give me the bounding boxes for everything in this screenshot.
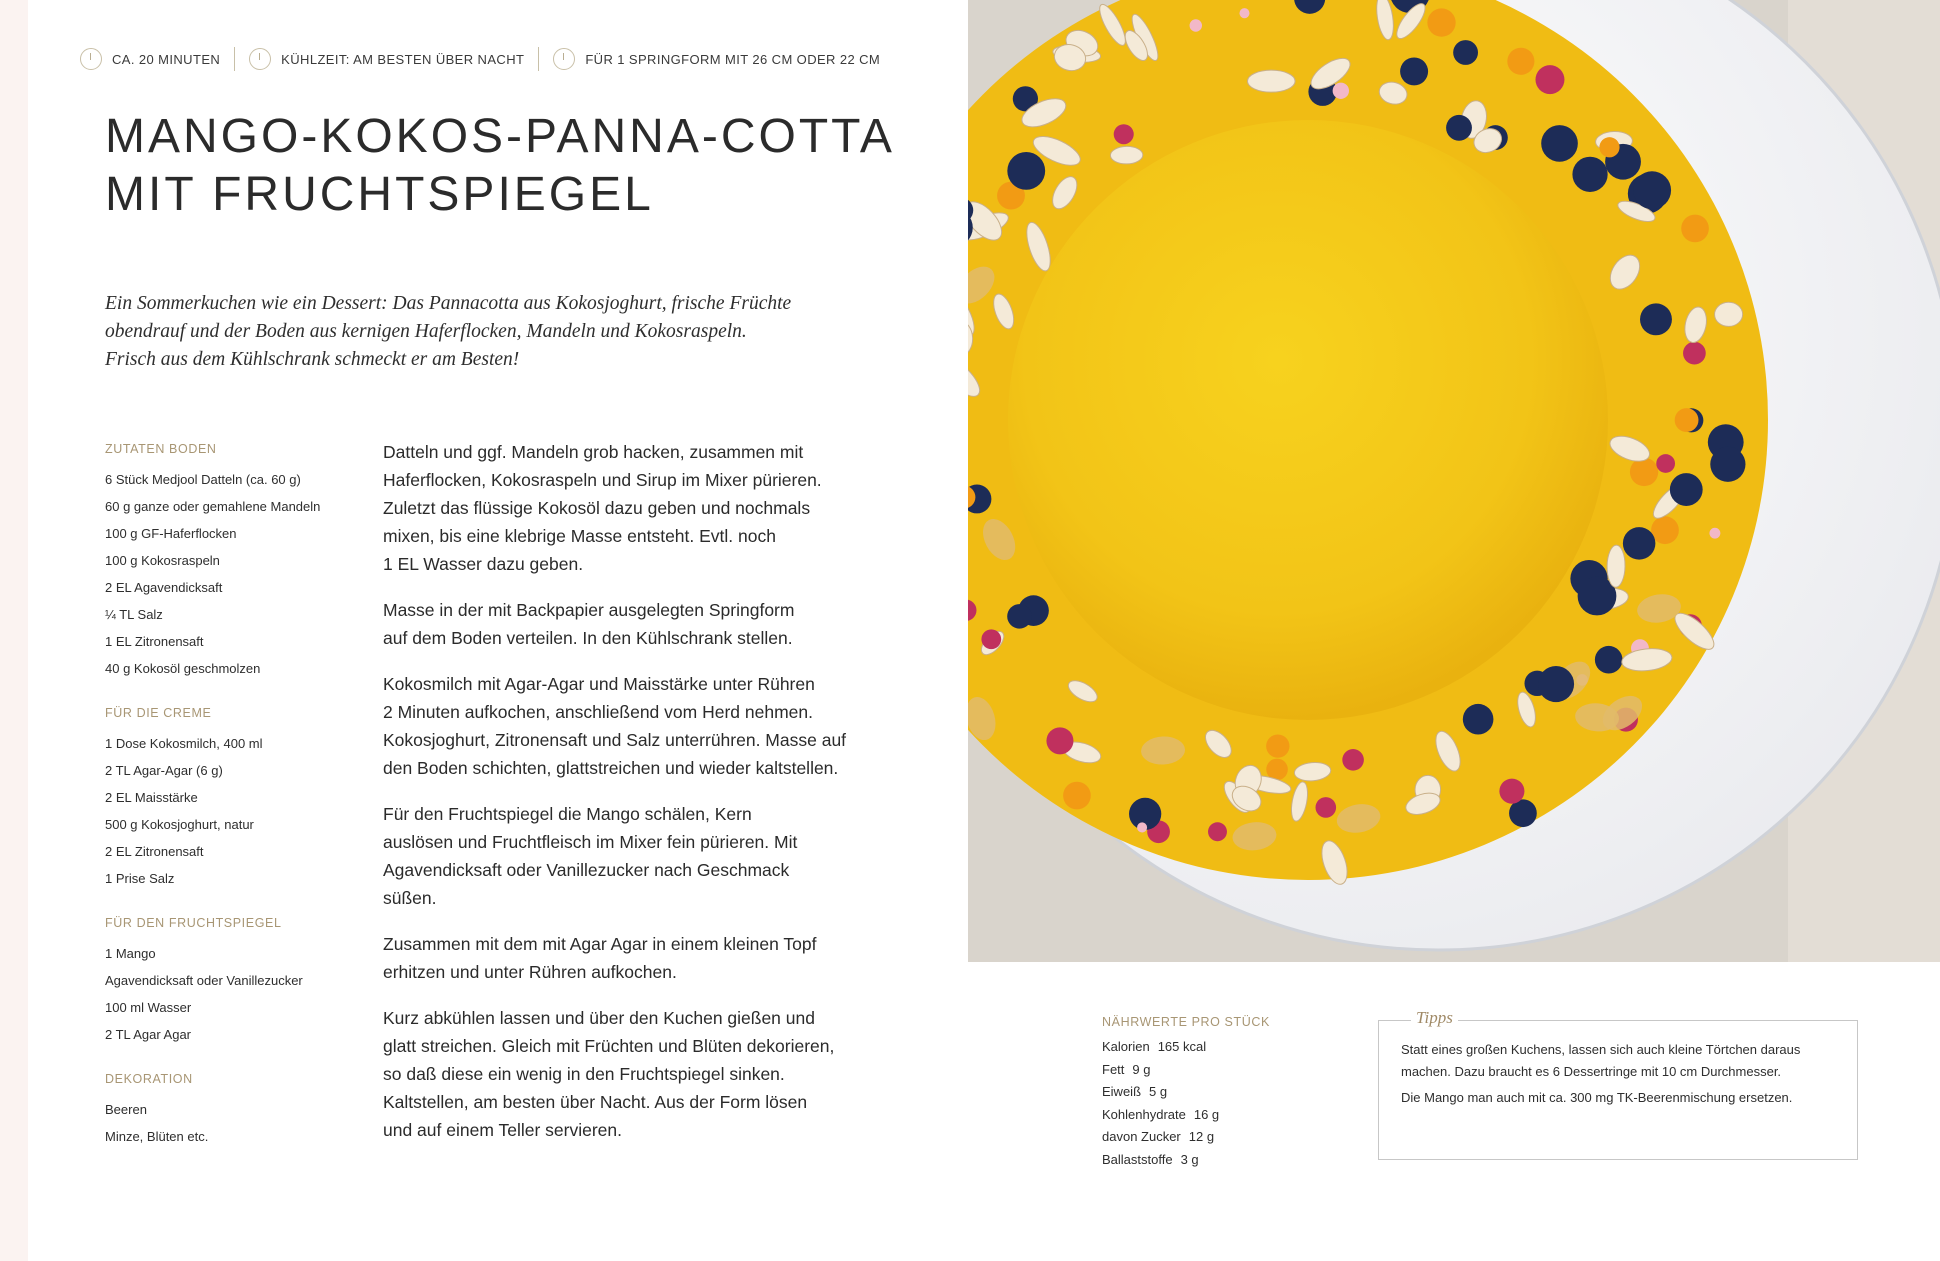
ingredient-section-heading: ZUTATEN BODEN — [105, 442, 217, 456]
meta-divider — [538, 47, 539, 71]
flower-petal — [1239, 8, 1249, 18]
ingredient-item: 2 TL Agar-Agar (6 g) — [105, 763, 223, 778]
ingredient-section-heading: FÜR DIE CREME — [105, 706, 212, 720]
preparation-step — [383, 1004, 903, 1144]
flower-petal — [1137, 822, 1147, 832]
step-line: Kokosjoghurt, Zitronensaft und Salz unterrühren. Masse auf — [383, 730, 847, 750]
ingredient-item: 1 EL Zitronensaft — [105, 634, 204, 649]
nutrition-label: Eiweiß — [1102, 1084, 1142, 1099]
raspberry — [1535, 65, 1564, 94]
ingredient-item: 2 TL Agar Agar — [105, 1027, 192, 1042]
cake-photo — [968, 0, 1940, 962]
ingredient-item: 100 g Kokosraspeln — [105, 553, 220, 568]
tips-text: Statt eines großen Kuchens, lassen sich auch kleine Törtchen daraus machen. Dazu braucht es 6 Dessertringe mit 10 cm Durchmesser. — [1401, 1042, 1801, 1079]
preparation-step — [383, 596, 903, 652]
ingredient-item: 500 g Kokosjoghurt, natur — [105, 817, 254, 832]
step-line: auf dem Boden verteilen. In den Kühlschrank stellen. — [383, 628, 793, 648]
step-line: Kokosmilch mit Agar-Agar und Maisstärke unter Rühren — [383, 674, 815, 694]
coconut-chip — [1607, 545, 1626, 587]
step-line: erhitzen und unter Rühren aufkochen. — [383, 962, 677, 982]
intro-line: Ein Sommerkuchen wie ein Dessert: Das Pannacotta aus Kokosjoghurt, frische Früchte — [105, 293, 792, 314]
ingredient-section-base — [105, 440, 365, 682]
blueberry — [1595, 646, 1623, 674]
meta-cooling — [249, 48, 524, 70]
physalis — [1681, 215, 1709, 243]
step-line: 1 EL Wasser dazu geben. — [383, 554, 584, 574]
ingredient-item: 2 EL Maisstärke — [105, 790, 198, 805]
tips-text: Die Mango man auch mit ca. 300 mg TK-Beerenmischung ersetzen. — [1401, 1090, 1793, 1105]
raspberry — [1114, 124, 1134, 144]
recipe-title-line: MIT FRUCHTSPIEGEL — [105, 168, 654, 221]
ingredient-item: 2 EL Zitronensaft — [105, 844, 204, 859]
nutrition-label: Fett — [1102, 1061, 1125, 1077]
step-line: Agavendicksaft oder Vanillezucker nach Geschmack — [383, 860, 790, 880]
meta-form-label: FÜR 1 SPRINGFORM MIT 26 CM ODER 22 CM — [585, 51, 881, 67]
coconut-chip — [1714, 302, 1742, 327]
blueberry — [1007, 604, 1032, 629]
nutrition-row — [1102, 1104, 1362, 1127]
raspberry — [1342, 749, 1364, 771]
ingredient-item: 2 EL Agavendicksaft — [105, 580, 223, 595]
recipe-title — [105, 108, 905, 224]
meta-time — [80, 48, 220, 70]
physalis — [1063, 782, 1091, 810]
page-edge-strip — [0, 0, 28, 1261]
nutrition-value: 165 kcal — [1157, 1039, 1207, 1054]
flower-petal — [1190, 19, 1202, 31]
nutrition-value: 16 g — [1193, 1106, 1220, 1122]
raspberry — [981, 629, 1001, 649]
nutrition-heading: NÄHRWERTE PRO STÜCK — [1102, 1015, 1270, 1029]
nutrition-row — [1102, 1036, 1362, 1059]
ingredient-item: Agavendicksaft oder Vanillezucker — [105, 973, 303, 988]
step-line: und auf einem Teller servieren. — [383, 1120, 622, 1140]
step-line: Haferflocken, Kokosraspeln und Sirup im Mixer pürieren. — [383, 470, 822, 490]
blueberry — [1463, 704, 1494, 735]
meta-time-label: CA. 20 MINUTEN — [112, 51, 221, 67]
blueberry — [1446, 115, 1472, 141]
meta-form — [553, 48, 880, 70]
nutrition-row — [1102, 1126, 1362, 1149]
step-line: 2 Minuten aufkochen, anschließend vom Herd nehmen. — [383, 702, 813, 722]
ingredient-item: 40 g Kokosöl geschmolzen — [105, 661, 261, 676]
ingredient-item: Minze, Blüten etc. — [105, 1129, 209, 1144]
blueberry — [1453, 40, 1478, 65]
flower-petal — [1333, 83, 1349, 99]
ingredient-item: Beeren — [105, 1102, 147, 1117]
ingredient-item: 100 ml Wasser — [105, 1000, 192, 1015]
physalis — [1507, 48, 1534, 75]
nutrition-label: Kalorien — [1102, 1039, 1150, 1054]
blueberry — [1623, 527, 1656, 560]
ingredient-section-fruit-mirror — [105, 914, 365, 1048]
nutrition-row — [1102, 1059, 1362, 1082]
ingredients-column — [105, 440, 365, 1172]
nutrition-value: 3 g — [1180, 1151, 1199, 1167]
nutrition-row — [1102, 1081, 1362, 1104]
intro-line: obendrauf und der Boden aus kernigen Haferflocken, Mandeln und Kokosraspeln. — [105, 321, 747, 342]
nutrition-value: 12 g — [1188, 1129, 1215, 1144]
step-line: glatt streichen. Gleich mit Früchten und Blüten dekorieren, — [383, 1036, 835, 1056]
flower-petal — [1709, 528, 1720, 539]
timer-icon — [249, 48, 271, 70]
tips-label: Tipps — [1411, 1008, 1458, 1028]
raspberry — [1208, 822, 1227, 841]
step-line: Zusammen mit dem mit Agar Agar in einem kleinen Topf — [383, 934, 817, 954]
clock-icon — [80, 48, 102, 70]
meta-cooling-label: KÜHLZEIT: AM BESTEN ÜBER NACHT — [281, 51, 525, 67]
physalis — [1651, 516, 1679, 544]
mango-mirror — [1008, 120, 1608, 720]
physalis — [1675, 408, 1699, 432]
ingredient-item: 6 Stück Medjool Datteln (ca. 60 g) — [105, 472, 301, 487]
nutrition-label: Kohlenhydrate — [1102, 1106, 1186, 1122]
preparation-step — [383, 438, 903, 578]
step-line: mixen, bis eine klebrige Masse entsteht. Evtl. noch — [383, 526, 776, 546]
blueberry — [1710, 447, 1745, 482]
step-line: Masse in der mit Backpapier ausgelegten Springform — [383, 600, 795, 620]
blueberry — [1572, 157, 1607, 192]
coconut-chip — [1247, 70, 1295, 92]
step-line: Kaltstellen, am besten über Nacht. Aus der Form lösen — [383, 1092, 808, 1112]
step-line: Für den Fruchtspiegel die Mango schälen, Kern — [383, 804, 752, 824]
recipe-intro — [105, 290, 865, 374]
ingredient-section-decoration — [105, 1070, 365, 1150]
blueberry — [1670, 473, 1703, 506]
ingredient-section-heading: DEKORATION — [105, 1072, 193, 1086]
raspberry — [1656, 454, 1675, 473]
nutrition-value: 9 g — [1132, 1061, 1151, 1077]
raspberry — [1499, 779, 1524, 804]
nutrition-facts — [1102, 1012, 1362, 1171]
preparation-step — [383, 800, 903, 912]
recipe-title-line: MANGO-KOKOS-PANNA-COTTA — [105, 110, 895, 163]
ingredient-item: 1 Dose Kokosmilch, 400 ml — [105, 736, 263, 751]
step-line: auslösen und Fruchtfleisch im Mixer fein pürieren. Mit — [383, 832, 798, 852]
step-line: Zuletzt das flüssige Kokosöl dazu geben und nochmals — [383, 498, 811, 518]
step-line: süßen. — [383, 888, 437, 908]
physalis — [1427, 8, 1455, 36]
blueberry — [1541, 125, 1578, 162]
blueberry — [1538, 666, 1574, 702]
step-line: Datteln und ggf. Mandeln grob hacken, zusammen mit — [383, 442, 804, 462]
raspberry — [1316, 797, 1337, 818]
step-line: den Boden schichten, glattstreichen und wieder kaltstellen. — [383, 758, 839, 778]
intro-line: Frisch aus dem Kühlschrank schmeckt er am Besten! — [105, 349, 520, 370]
blueberry — [1633, 171, 1671, 209]
physalis — [1599, 137, 1619, 157]
blueberry — [1007, 152, 1045, 190]
preparation-step — [383, 930, 903, 986]
ingredient-item: 1 Prise Salz — [105, 871, 175, 886]
preparation-steps — [383, 438, 903, 1162]
cake-illustration — [968, 0, 1940, 962]
ingredient-section-cream — [105, 704, 365, 892]
physalis — [1630, 458, 1658, 486]
raspberry — [1683, 342, 1706, 365]
blueberry — [1400, 57, 1428, 85]
step-line: Kurz abkühlen lassen und über den Kuchen gießen und — [383, 1008, 815, 1028]
physalis — [1266, 734, 1289, 757]
recipe-meta-row — [80, 44, 880, 74]
preparation-step — [383, 670, 903, 782]
meta-divider — [234, 47, 235, 71]
step-line: so daß diese ein wenig in den Fruchtspiegel sinken. — [383, 1064, 785, 1084]
nutrition-row — [1102, 1149, 1362, 1172]
ingredient-item: 60 g ganze oder gemahlene Mandeln — [105, 499, 321, 514]
ingredient-section-heading: FÜR DEN FRUCHTSPIEGEL — [105, 916, 282, 930]
nutrition-label: Ballaststoffe — [1102, 1151, 1173, 1167]
ingredient-item: 1 Mango — [105, 946, 156, 961]
blueberry — [1640, 303, 1672, 335]
ingredient-item: ¼ TL Salz — [105, 607, 163, 622]
tips-box — [1378, 1008, 1858, 1160]
coconut-chip — [1110, 146, 1143, 164]
springform-icon — [553, 48, 575, 70]
nutrition-label: davon Zucker — [1102, 1129, 1181, 1144]
raspberry — [1046, 727, 1073, 754]
ingredient-item: 100 g GF-Haferflocken — [105, 526, 237, 541]
nutrition-value: 5 g — [1149, 1084, 1168, 1099]
